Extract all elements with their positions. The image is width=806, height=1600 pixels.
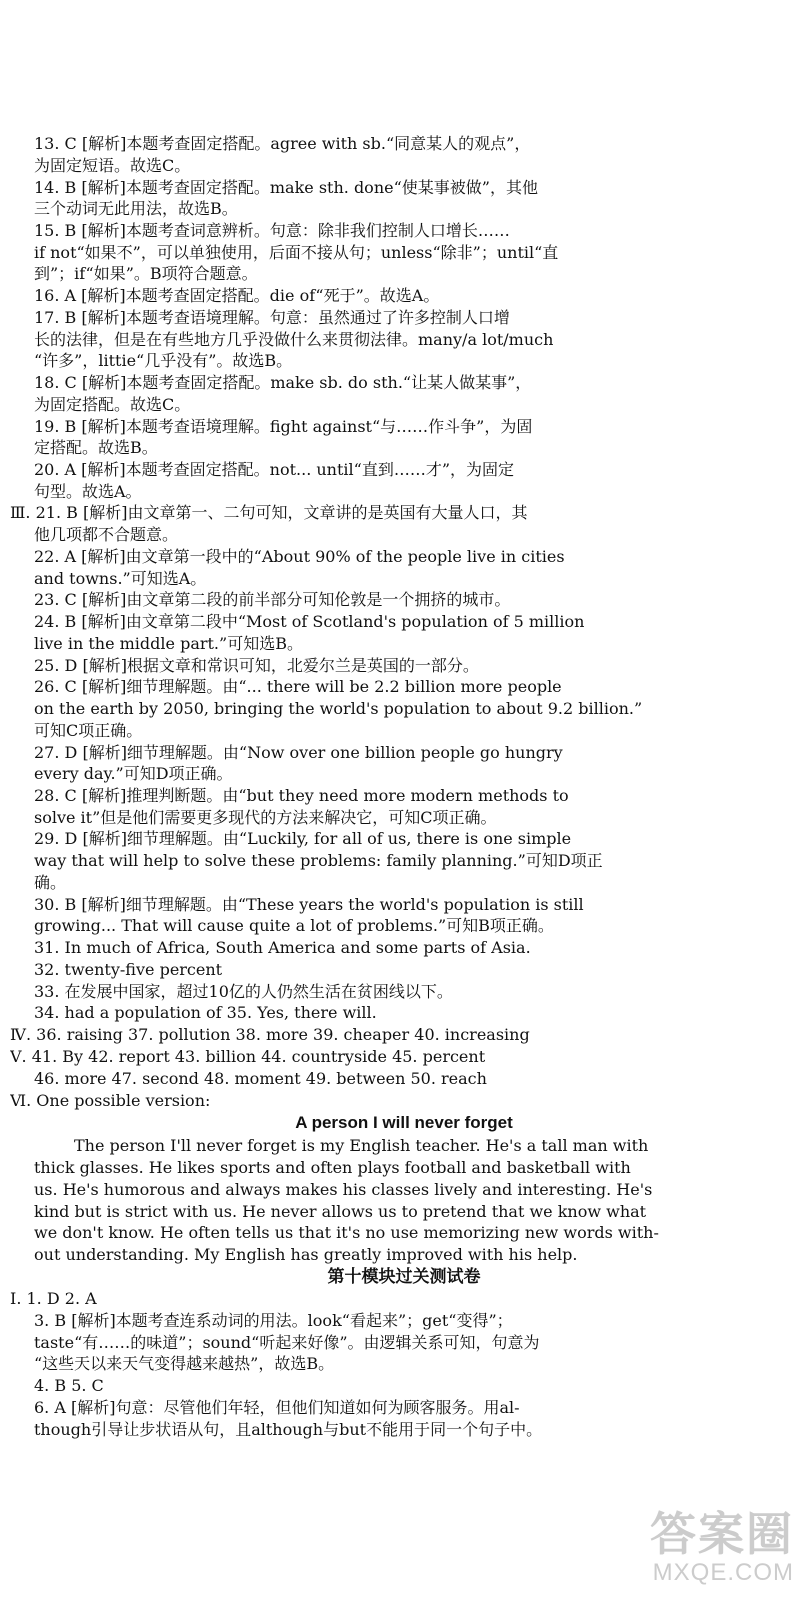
answer-line: Ⅲ. 21. B [解析]由文章第一、二句可知，文章讲的是英国有大量人口，其 [10,503,528,522]
essay-title: A person I will never forget [295,1113,513,1132]
answer-line: 24. B [解析]由文章第二段中“Most of Scotland's population of 5 million [34,612,585,631]
answer-line: 三个动词无此用法，故选B。 [34,199,238,218]
answer-line: 长的法律，但是在有些地方几乎没做什么来贯彻法律。many/a lot/much [34,330,554,349]
answer-line: 26. C [解析]细节理解题。由“... there will be 2.2 billion more people [34,677,562,696]
answer-line: growing... That will cause quite a lot of problems.”可知B项正确。 [34,916,554,935]
answer-line: 定搭配。故选B。 [34,438,158,457]
watermark [544,1508,794,1588]
answer-line: 14. B [解析]本题考查固定搭配。make sth. done“使某事被做”，其他 [34,178,538,197]
essay-line: kind but is strict with us. He never allows us to pretend that we know what [34,1202,647,1221]
watermark-logo: 答案圈 [650,1508,794,1560]
essay-line: thick glasses. He likes sports and often plays football and basketball with [34,1158,631,1177]
answer-line: way that will help to solve these problems: family planning.”可知D项正 [34,851,603,870]
answer-line: 32. twenty-five percent [34,960,223,979]
answer-line: 16. A [解析]本题考查固定搭配。die of“死于”。故选A。 [34,286,440,305]
answer-line: 句型。故选A。 [34,482,142,501]
answer-line: and towns.”可知选A。 [34,569,207,588]
answer-line: 30. B [解析]细节理解题。由“These years the world's population is still [34,895,584,914]
answer-line: 可知C项正确。 [34,721,143,740]
answer-line: 确。 [34,873,67,892]
answer-line: Ⅰ. 1. D 2. A [10,1289,97,1308]
answer-line: solve it”但是他们需要更多现代的方法来解决它，可知C项正确。 [34,808,497,827]
answer-line: if not“如果不”，可以单独使用，后面不接从句；unless“除非”；until“直 [34,243,559,262]
essay-line: we don't know. He often tells us that it's no use memorizing new words with- [34,1223,659,1242]
answer-line: 27. D [解析]细节理解题。由“Now over one billion people go hungry [34,743,563,762]
answer-line: 22. A [解析]由文章第一段中的“About 90% of the people live in cities [34,547,565,566]
answer-line: 29. D [解析]细节理解题。由“Luckily, for all of us, there is one simple [34,829,572,848]
answer-line: 4. B 5. C [34,1376,104,1395]
answer-line: 18. C [解析]本题考查固定搭配。make sb. do sth.“让某人做某事”， [34,373,532,392]
section-title: 第十模块过关测试卷 [327,1267,481,1286]
answer-line: Ⅳ. 36. raising 37. pollution 38. more 39. cheaper 40. increasing [10,1025,530,1044]
answer-line: 23. C [解析]由文章第二段的前半部分可知伦敦是一个拥挤的城市。 [34,590,511,609]
answer-line: live in the middle part.”可知选B。 [34,634,303,653]
answer-line: 31. In much of Africa, South America and some parts of Asia. [34,938,531,957]
answer-line: 28. C [解析]推理判断题。由“but they need more modern methods to [34,786,569,805]
answer-line: Ⅵ. One possible version: [10,1091,211,1110]
answer-line: 到”；if“如果”。B项符合题意。 [34,264,258,283]
essay-line: The person I'll never forget is my English teacher. He's a tall man with [74,1136,649,1155]
essay-line: out understanding. My English has greatly improved with his help. [34,1245,578,1264]
answer-line: Ⅴ. 41. By 42. report 43. billion 44. countryside 45. percent [10,1047,486,1066]
essay-line: us. He's humorous and always makes his classes lively and interesting. He's [34,1180,653,1199]
answer-line: 19. B [解析]本题考查语境理解。fight against“与……作斗争”，为固 [34,417,533,436]
answer-line: 46. more 47. second 48. moment 49. between 50. reach [34,1069,487,1088]
answer-line: 33. 在发展中国家，超过10亿的人仍然生活在贫困线以下。 [34,982,453,1001]
answer-line: 为固定搭配。故选C。 [34,395,191,414]
answer-line: on the earth by 2050, bringing the world's population to about 9.2 billion.” [34,699,643,718]
answer-line: 25. D [解析]根据文章和常识可知，北爱尔兰是英国的一部分。 [34,656,479,675]
answer-line: though引导让步状语从句，且although与but不能用于同一个句子中。 [34,1420,543,1439]
answer-line: “这些天以来天气变得越来越热”，故选B。 [34,1354,335,1373]
answer-line: taste“有……的味道”；sound“听起来好像”。由逻辑关系可知，句意为 [34,1333,540,1352]
answer-line: 15. B [解析]本题考查词意辨析。句意：除非我们控制人口增长…… [34,221,510,240]
answer-line: 他几项都不合题意。 [34,525,179,544]
answer-line: “许多”，littie“几乎没有”。故选B。 [34,351,293,370]
answer-line: 17. B [解析]本题考查语境理解。句意：虽然通过了许多控制人口增 [34,308,510,327]
answer-line: 34. had a population of 35. Yes, there will. [34,1003,377,1022]
answer-line: 3. B [解析]本题考查连系动词的用法。look“看起来”；get“变得”； [34,1311,513,1330]
answer-line: 20. A [解析]本题考查固定搭配。not... until“直到……才”，为固定 [34,460,515,479]
answer-line: 6. A [解析]句意：尽管他们年轻，但他们知道如何为顾客服务。用al- [34,1398,520,1417]
answer-line: every day.”可知D项正确。 [34,764,233,783]
answer-line: 为固定短语。故选C。 [34,156,191,175]
answer-line: 13. C [解析]本题考查固定搭配。agree with sb.“同意某人的观点”， [34,134,531,153]
watermark-site: MXQE.COM [652,1559,794,1586]
